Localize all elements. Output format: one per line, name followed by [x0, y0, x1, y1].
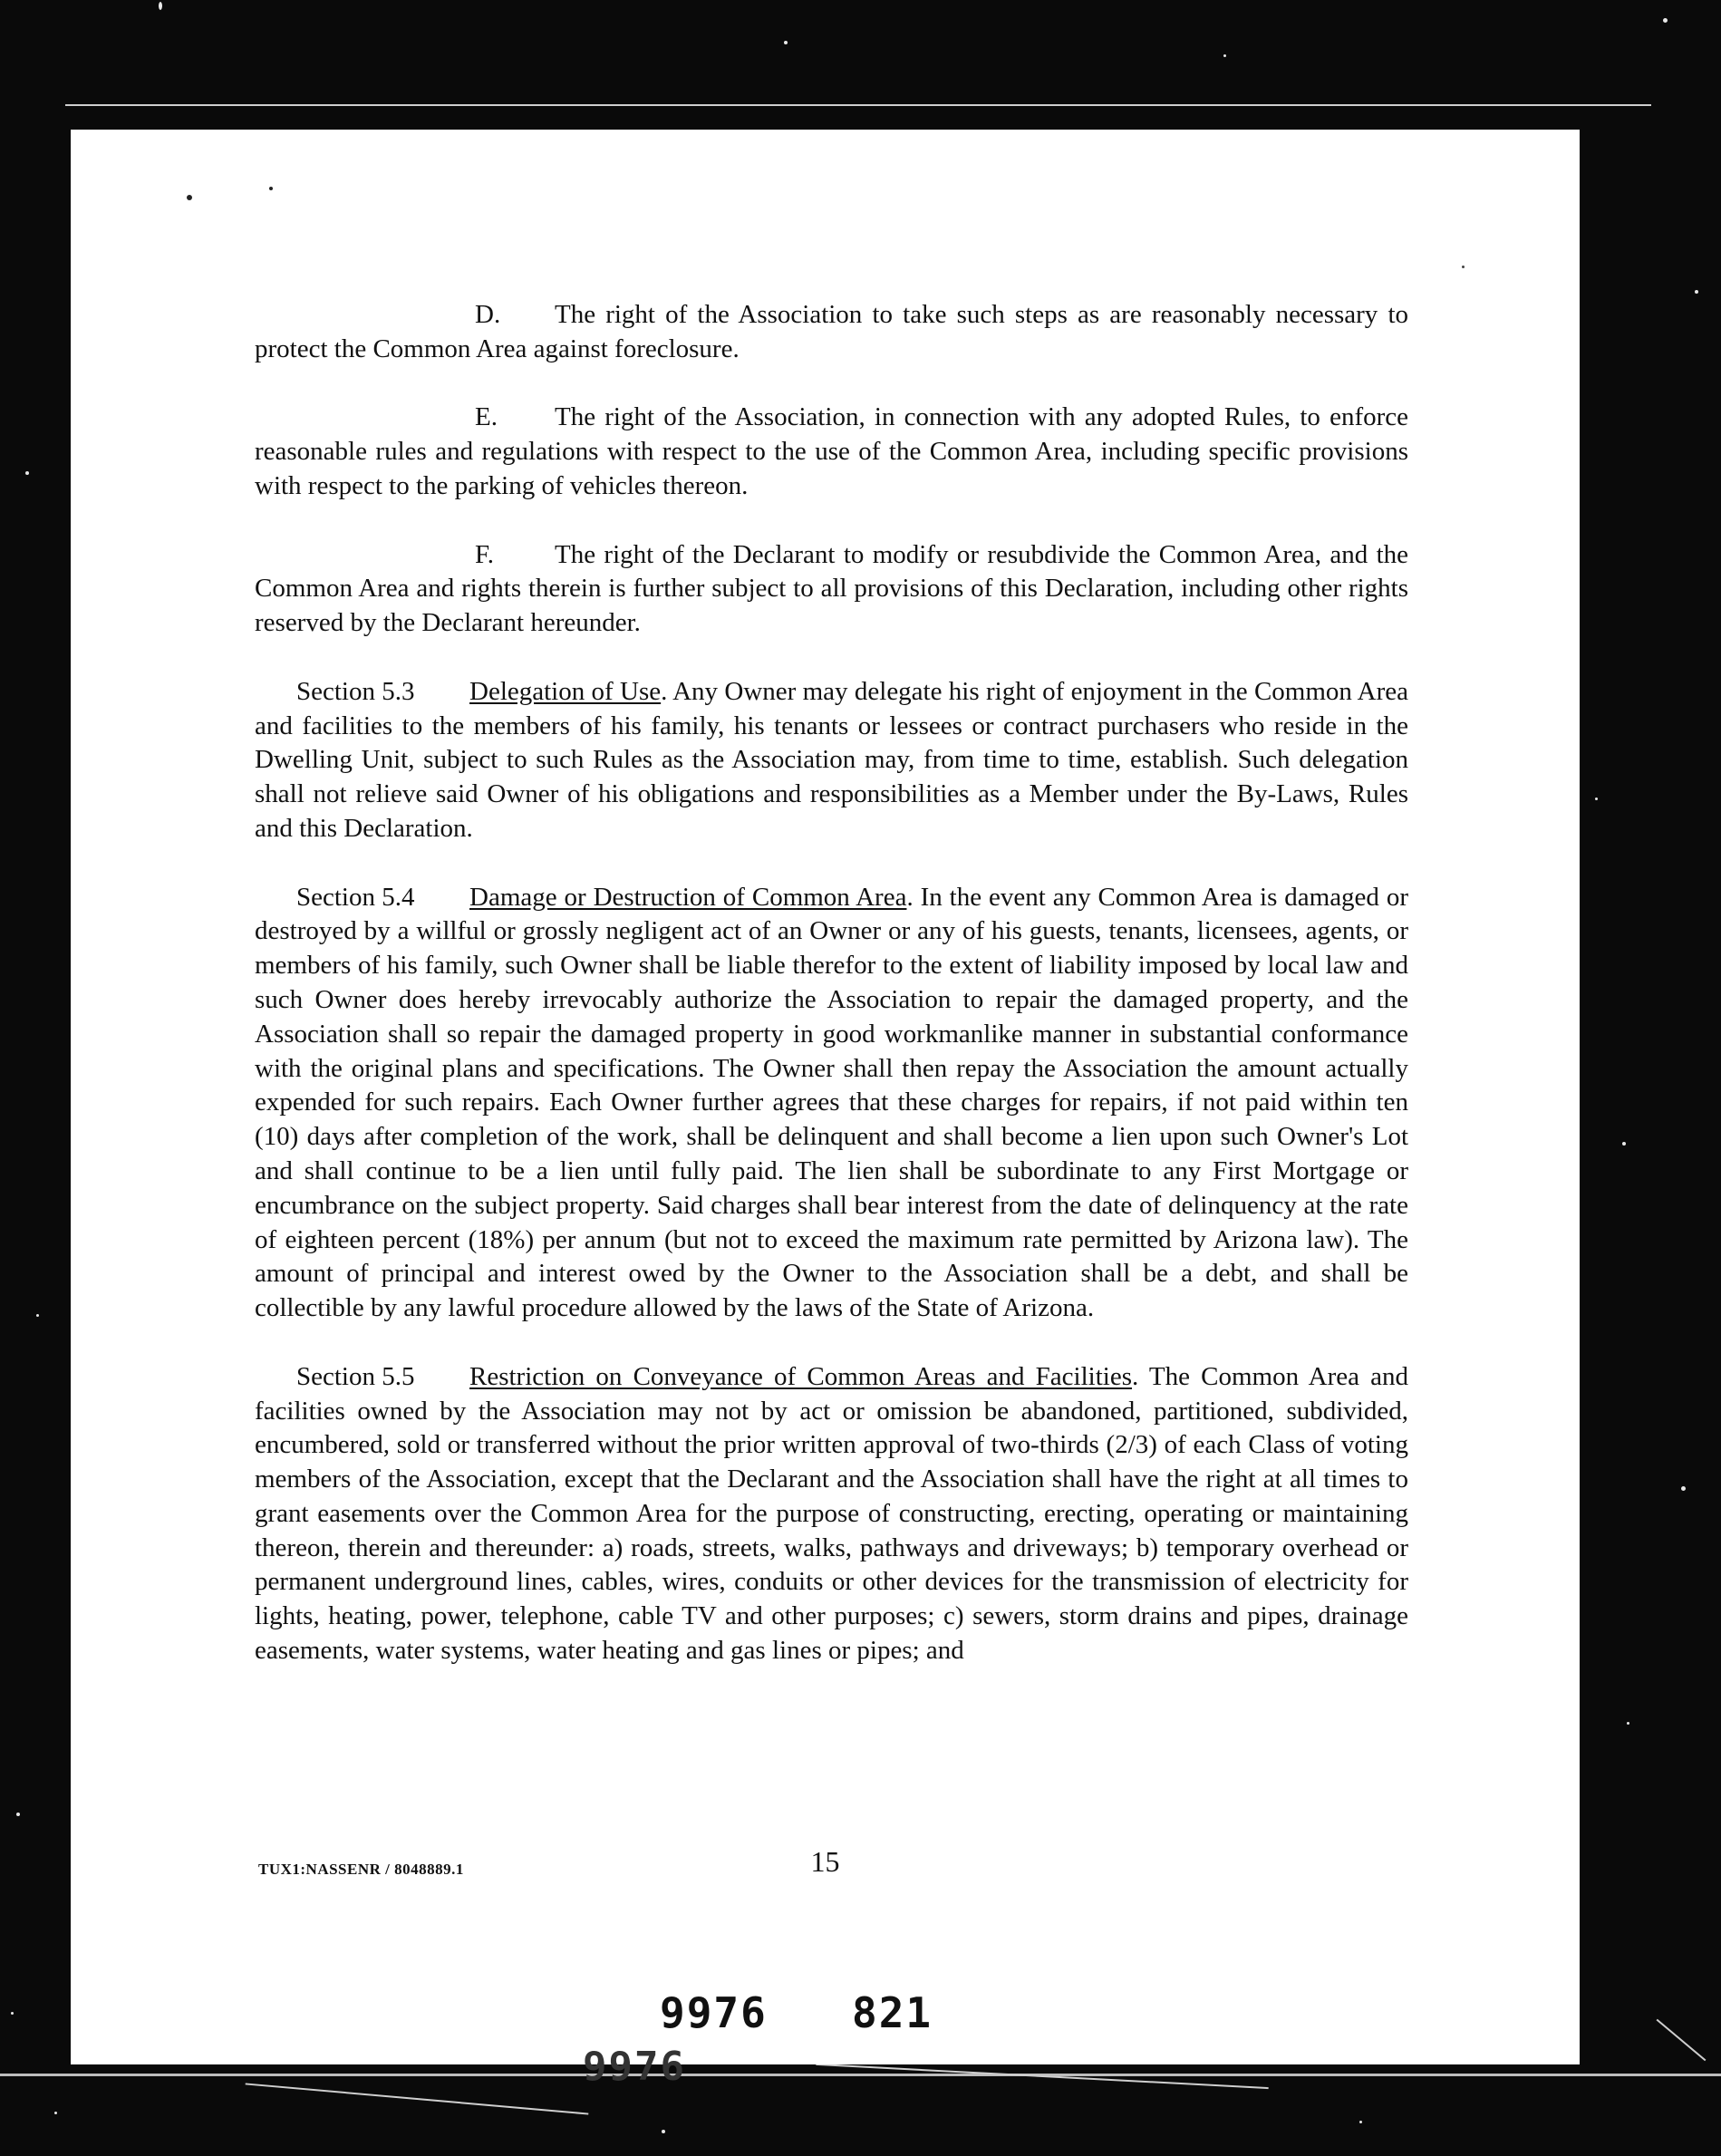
section-5-5-title: Restriction on Conveyance of Common Areas and Facilities: [469, 1361, 1132, 1391]
recording-stamp-left: 9976: [660, 1988, 768, 2037]
document-code: TUX1:NASSENR / 8048889.1: [258, 1861, 464, 1878]
section-5-3: [255, 675, 1408, 846]
paragraph-e: [255, 401, 1408, 503]
recording-stamp-right: 821: [852, 1988, 933, 2037]
paragraph-f: [255, 538, 1408, 641]
section-5-4-title: Damage or Destruction of Common Area: [469, 882, 907, 912]
section-5-4-number: Section 5.4: [296, 882, 415, 912]
recording-stamp-ghost: 9976: [583, 2044, 686, 2090]
paragraph-d-text: necessary to protect the Common Area against foreclosure.: [255, 300, 1409, 363]
paragraph-f-first-line: The right of the Declarant to modify or resubdivide the Common Area,: [555, 539, 1322, 569]
paragraph-d-letter: D.: [475, 300, 501, 329]
paragraph-f-letter: F.: [475, 539, 495, 569]
section-5-4: [255, 881, 1408, 1326]
paragraph-e-text: enforce reasonable rules and regulations with respect to the use of the Common Area, including specific provisions with respect to the parking of vehicles thereon.: [255, 402, 1409, 500]
section-5-5-number: Section 5.5: [296, 1361, 415, 1391]
section-5-3-text: . Any Owner may delegate his right of enjoyment in the Common Area and facilities to the members of his family, his tenants or lessees or contract purchasers who reside in the Dwelling Unit, subject to such Rules as the Association may, from time to time, establish. Such delegation shall not relieve said Owner of his obligations and responsibilities as a Member under the By-Laws, Rules and this Declaration.: [255, 676, 1408, 843]
paragraph-d: [255, 298, 1408, 367]
page-number: 15: [810, 1845, 840, 1878]
paragraph-e-letter: E.: [475, 402, 498, 432]
section-5-5-text: . The Common Area and facilities owned by the Association may not by act or omission be abandoned, partitioned, subdivided, encumbered, sold or transferred without the prior written approval of two-thirds (2/3) of each Class of voting members of the Association, except that the Declarant and the Association shall have the right at all times to grant easements over the Common Area for the purpose of constructing, erecting, operating or maintaining thereon, therein and thereunder: a) roads, streets, walks, pathways and driveways; b) temporary overhead or permanent underground lines, cables, wires, conduits or other devices for the transmission of electricity for lights, heating, power, telephone, cable TV and other purposes; c) sewers, storm drains and pipes, drainage easements, water systems, water heating and gas lines or pipes; and: [255, 1361, 1408, 1666]
paragraph-e-first-line: The right of the Association, in connection with any adopted Rules, to: [555, 402, 1320, 432]
paragraph-f-text: and the Common Area and rights therein is further subject to all provisions of this Declaration, including other rights reserved by the Declarant hereunder.: [255, 539, 1408, 638]
document-page: [71, 130, 1580, 2090]
document-body: [255, 298, 1408, 1703]
section-5-5: [255, 1360, 1408, 1668]
paragraph-d-first-line: The right of the Association to take such steps as are reasonably: [555, 300, 1266, 329]
section-5-3-number: Section 5.3: [296, 676, 415, 706]
section-5-3-title: Delegation of Use: [469, 676, 662, 706]
section-5-4-text: . In the event any Common Area is damaged or destroyed by a willful or grossly negligent act of an Owner or any of his guests, tenants, licensees, agents, or members of his family, such Owner shall be liable therefor to the extent of liability imposed by local law and such Owner does hereby irrevocably authorize the Association to repair the damaged property, and the Association shall so repair the damaged property in good workmanlike manner in substantial conformance with the original plans and specifications. The Owner shall then repay the Association the amount actually expended for such repairs. Each Owner further agrees that these charges for repairs, if not paid within ten (10) days after completion of the work, shall be delinquent and shall become a lien upon such Owner's Lot and shall continue to be a lien until fully paid. The lien shall be subordinate to any First Mortgage or encumbrance on the subject property. Said charges shall bear interest from the date of delinquency at the rate of eighteen percent (18%) per annum (but not to exceed the maximum rate permitted by Arizona law). The amount of principal and interest owed by the Owner to the Association shall be a debt, and shall be collectible by any lawful procedure allowed by the laws of the State of Arizona.: [255, 882, 1408, 1323]
